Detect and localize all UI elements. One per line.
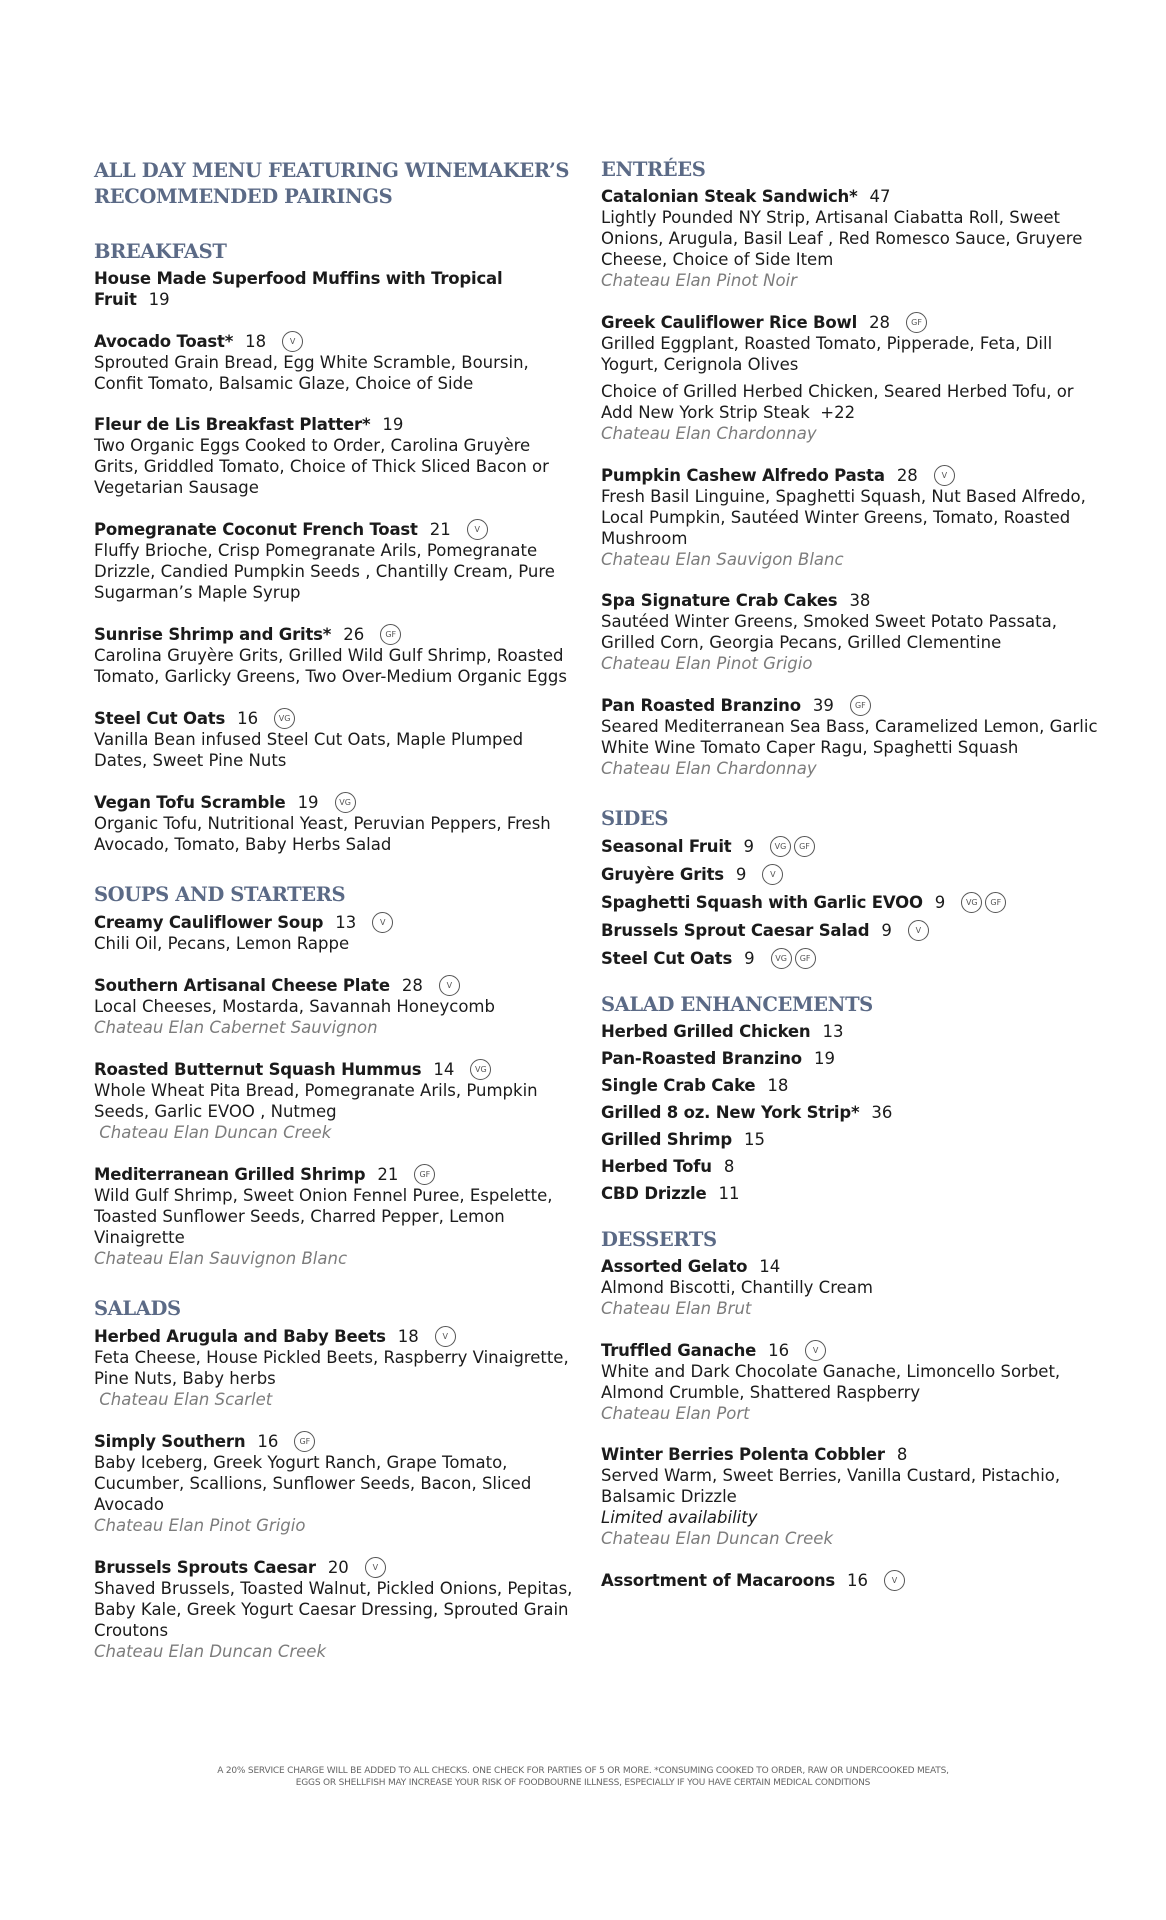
item-description: Seared Mediterranean Sea Bass, Caramelized Lemon, Garlic White Wine Tomato Caper Ragu, Spaghetti Squash bbox=[601, 717, 1098, 757]
menu-item bbox=[601, 919, 1101, 941]
item-name: CBD Drizzle bbox=[601, 1184, 707, 1203]
diet-gf-icon: GF bbox=[795, 948, 816, 969]
item-line bbox=[601, 891, 1101, 913]
menu-item bbox=[94, 518, 574, 603]
section-entrees bbox=[601, 158, 1101, 779]
item-name: Grilled 8 oz. New York Strip* bbox=[601, 1103, 860, 1122]
wine-pairing: Chateau Elan Duncan Creek bbox=[94, 1642, 327, 1661]
wine-pairing: Chateau Elan Duncan Creek bbox=[94, 1123, 332, 1142]
item-description: Feta Cheese, House Pickled Beets, Raspberry Vinaigrette, Pine Nuts, Baby herbs bbox=[94, 1348, 569, 1388]
item-description: Baby Iceberg, Greek Yogurt Ranch, Grape Tomato, Cucumber, Scallions, Sunflower Seeds, Bacon, Sliced Avocado bbox=[94, 1453, 532, 1514]
item-line bbox=[601, 1444, 1101, 1465]
item-name: Vegan Tofu Scramble bbox=[94, 793, 286, 812]
item-line bbox=[601, 1256, 1101, 1277]
item-name: Herbed Arugula and Baby Beets bbox=[94, 1327, 386, 1346]
diet-badges bbox=[364, 623, 401, 645]
item-price: 16 bbox=[768, 1341, 790, 1360]
item-price: 16 bbox=[257, 1432, 279, 1451]
menu-item bbox=[601, 1156, 1101, 1177]
item-name: House Made Superfood Muffins with Tropical Fruit bbox=[94, 269, 503, 309]
diet-v-icon: V bbox=[805, 1340, 826, 1361]
item-line bbox=[601, 863, 1101, 885]
diet-badges bbox=[356, 911, 393, 933]
wine-pairing: Chateau Elan Pinot Noir bbox=[601, 271, 797, 290]
item-name: Southern Artisanal Cheese Plate bbox=[94, 976, 390, 995]
item-description: Carolina Gruyère Grits, Grilled Wild Gulf Shrimp, Roasted Tomato, Garlicky Greens, Two Over-Medium Organic Eggs bbox=[94, 646, 567, 686]
diet-badges bbox=[258, 707, 295, 729]
item-description: Sautéed Winter Greens, Smoked Sweet Potato Passata, Grilled Corn, Georgia Pecans, Grilled Clementine bbox=[601, 612, 1057, 652]
item-name: Steel Cut Oats bbox=[601, 949, 733, 968]
item-name: Simply Southern bbox=[94, 1432, 246, 1451]
diet-vg-icon: VG bbox=[771, 948, 792, 969]
item-line bbox=[601, 835, 1101, 857]
wine-pairing: Chateau Elan Pinot Grigio bbox=[94, 1516, 306, 1535]
wine-pairing: Chateau Elan Brut bbox=[601, 1299, 752, 1318]
item-name: Truffled Ganache bbox=[601, 1341, 757, 1360]
wine-pairing: Chateau Elan Sauvigon Blanc bbox=[601, 550, 844, 569]
menu-item bbox=[94, 707, 574, 771]
diet-badges bbox=[918, 464, 955, 486]
menu-item bbox=[601, 1075, 1101, 1096]
item-description: Organic Tofu, Nutritional Yeast, Peruvian Peppers, Fresh Avocado, Tomato, Baby Herbs Salad bbox=[94, 814, 551, 854]
item-name: Assortment of Macaroons bbox=[601, 1571, 836, 1590]
item-description: Fluffy Brioche, Crisp Pomegranate Arils, Pomegranate Drizzle, Candied Pumpkin Seeds , Chantilly Cream, Pure Sugarman’s Maple Syrup bbox=[94, 541, 555, 602]
menu-item bbox=[601, 464, 1101, 570]
item-extra: Choice of Grilled Herbed Chicken, Seared Herbed Tofu, or Add New York Strip Steak +22 bbox=[601, 382, 1074, 422]
item-line bbox=[94, 707, 574, 729]
item-name: Herbed Grilled Chicken bbox=[601, 1022, 811, 1041]
diet-v-icon: V bbox=[282, 331, 303, 352]
diet-gf-icon: GF bbox=[414, 1164, 435, 1185]
item-name: Single Crab Cake bbox=[601, 1076, 756, 1095]
item-price: 38 bbox=[849, 591, 871, 610]
section-soups-and-starters bbox=[94, 883, 574, 1269]
diet-gf-icon: GF bbox=[985, 892, 1006, 913]
item-name: Winter Berries Polenta Cobbler bbox=[601, 1445, 885, 1464]
item-name: Grilled Shrimp bbox=[601, 1130, 733, 1149]
item-description: Two Organic Eggs Cooked to Order, Carolina Gruyère Grits, Griddled Tomato, Choice of Thick Sliced Bacon or Vegetarian Sausage bbox=[94, 436, 549, 497]
item-name: Sunrise Shrimp and Grits* bbox=[94, 625, 332, 644]
diet-vg-icon: VG bbox=[335, 792, 356, 813]
menu-item bbox=[601, 186, 1101, 291]
menu-item bbox=[94, 791, 574, 855]
item-price: 16 bbox=[847, 1571, 869, 1590]
menu-item bbox=[601, 1339, 1101, 1424]
menu-item bbox=[601, 863, 1101, 885]
item-name: Catalonian Steak Sandwich* bbox=[601, 187, 858, 206]
diet-v-icon: V bbox=[467, 519, 488, 540]
diet-badges bbox=[419, 1325, 456, 1347]
menu-item bbox=[94, 1163, 574, 1269]
item-price: 21 bbox=[377, 1165, 399, 1184]
diet-gf-icon: GF bbox=[850, 695, 871, 716]
section-title: SALADS bbox=[94, 1297, 181, 1320]
item-description: Lightly Pounded NY Strip, Artisanal Ciabatta Roll, Sweet Onions, Arugula, Basil Leaf , Red Romesco Sauce, Gruyere Cheese, Choice of Side Item bbox=[601, 208, 1083, 269]
item-line bbox=[601, 1129, 1101, 1150]
item-name: Seasonal Fruit bbox=[601, 837, 732, 856]
menu-item bbox=[601, 1256, 1101, 1319]
section-title: SALAD ENHANCEMENTS bbox=[601, 993, 873, 1016]
item-line bbox=[601, 590, 1101, 611]
menu-item bbox=[601, 1021, 1101, 1042]
wine-pairing: Chateau Elan Sauvignon Blanc bbox=[94, 1249, 348, 1268]
wine-pairing: Chateau Elan Duncan Creek bbox=[601, 1529, 834, 1548]
item-line bbox=[601, 464, 1101, 486]
item-description: Sprouted Grain Bread, Egg White Scramble, Boursin, Confit Tomato, Balsamic Glaze, Choice of Side bbox=[94, 353, 529, 393]
item-line bbox=[601, 1183, 1101, 1204]
diet-v-icon: V bbox=[934, 465, 955, 486]
menu-item bbox=[94, 1430, 574, 1536]
item-line bbox=[94, 330, 574, 352]
item-line bbox=[94, 1058, 574, 1080]
item-line bbox=[601, 947, 1101, 969]
item-price: 19 bbox=[813, 1049, 835, 1068]
item-name: Avocado Toast* bbox=[94, 332, 234, 351]
menu-item bbox=[94, 911, 574, 954]
item-name: Fleur de Lis Breakfast Platter* bbox=[94, 415, 371, 434]
wine-pairing: Chateau Elan Pinot Grigio bbox=[601, 654, 813, 673]
item-name: Greek Cauliflower Rice Bowl bbox=[601, 313, 858, 332]
item-price: 9 bbox=[934, 893, 946, 912]
menu-item bbox=[94, 1325, 574, 1410]
diet-badges bbox=[754, 835, 815, 857]
item-description: White and Dark Chocolate Ganache, Limoncello Sorbet, Almond Crumble, Shattered Raspberry bbox=[601, 1362, 1061, 1402]
section-title: SIDES bbox=[601, 807, 669, 830]
item-price: 20 bbox=[327, 1558, 349, 1577]
diet-vg-icon: VG bbox=[770, 836, 791, 857]
menu-item bbox=[601, 1183, 1101, 1204]
item-price: 9 bbox=[735, 865, 747, 884]
item-name: Herbed Tofu bbox=[601, 1157, 712, 1176]
menu-item bbox=[601, 1048, 1101, 1069]
item-line bbox=[94, 1556, 574, 1578]
diet-badges bbox=[266, 330, 303, 352]
item-price: 39 bbox=[812, 696, 834, 715]
item-line bbox=[601, 1102, 1101, 1123]
diet-badges bbox=[423, 974, 460, 996]
menu-item bbox=[601, 1102, 1101, 1123]
item-price: 47 bbox=[869, 187, 891, 206]
section-title: BREAKFAST bbox=[94, 240, 227, 263]
item-description: Served Warm, Sweet Berries, Vanilla Custard, Pistachio, Balsamic Drizzle bbox=[601, 1466, 1061, 1506]
item-name: Pumpkin Cashew Alfredo Pasta bbox=[601, 466, 885, 485]
item-name: Steel Cut Oats bbox=[94, 709, 226, 728]
item-name: Spaghetti Squash with Garlic EVOO bbox=[601, 893, 923, 912]
item-description: Shaved Brussels, Toasted Walnut, Pickled Onions, Pepitas, Baby Kale, Greek Yogurt Caesar Dressing, Sprouted Grain Croutons bbox=[94, 1579, 573, 1640]
item-line bbox=[601, 311, 1101, 333]
item-description: Local Cheeses, Mostarda, Savannah Honeycomb bbox=[94, 997, 495, 1016]
item-line bbox=[601, 1339, 1101, 1361]
diet-badges bbox=[789, 1339, 826, 1361]
item-price: 16 bbox=[237, 709, 259, 728]
item-line bbox=[94, 911, 574, 933]
item-name: Spa Signature Crab Cakes bbox=[601, 591, 838, 610]
item-line bbox=[94, 1430, 574, 1452]
item-name: Gruyère Grits bbox=[601, 865, 724, 884]
item-line bbox=[601, 919, 1101, 941]
item-price: 18 bbox=[397, 1327, 419, 1346]
item-price: 14 bbox=[433, 1060, 455, 1079]
menu-item bbox=[94, 414, 574, 498]
diet-v-icon: V bbox=[908, 920, 929, 941]
diet-gf-icon: GF bbox=[794, 836, 815, 857]
menu-item bbox=[601, 835, 1101, 857]
menu-item bbox=[601, 891, 1101, 913]
section-title: SOUPS AND STARTERS bbox=[94, 883, 346, 906]
footer-disclaimer bbox=[150, 1765, 1016, 1789]
item-price: 15 bbox=[744, 1130, 766, 1149]
item-name: Creamy Cauliflower Soup bbox=[94, 913, 324, 932]
diet-badges bbox=[319, 791, 356, 813]
item-name: Mediterranean Grilled Shrimp bbox=[94, 1165, 366, 1184]
item-line bbox=[601, 186, 1101, 207]
item-name: Pan Roasted Branzino bbox=[601, 696, 801, 715]
item-price: 9 bbox=[744, 949, 755, 968]
diet-badges bbox=[349, 1556, 386, 1578]
item-price: 9 bbox=[881, 921, 892, 940]
item-price: 9 bbox=[743, 837, 754, 856]
section-title: ENTRÉES bbox=[601, 158, 706, 181]
item-description: Fresh Basil Linguine, Spaghetti Squash, Nut Based Alfredo, Local Pumpkin, Sautéed Winter Greens, Tomato, Roasted Mushroom bbox=[601, 487, 1086, 548]
item-price: 14 bbox=[759, 1257, 781, 1276]
item-price: 26 bbox=[343, 625, 365, 644]
item-price: 28 bbox=[401, 976, 423, 995]
diet-badges bbox=[868, 1569, 905, 1591]
item-price: 8 bbox=[723, 1157, 735, 1176]
wine-pairing: Chateau Elan Cabernet Sauvignon bbox=[94, 1018, 378, 1037]
wine-pairing: Chateau Elan Chardonnay bbox=[601, 759, 817, 778]
item-line bbox=[94, 974, 574, 996]
diet-gf-icon: GF bbox=[906, 312, 927, 333]
section-sides bbox=[601, 807, 1101, 969]
left-column bbox=[94, 158, 574, 1690]
item-price: 13 bbox=[822, 1022, 844, 1041]
section-salad-enhancements bbox=[601, 993, 1101, 1204]
menu-item bbox=[601, 694, 1101, 779]
menu-item bbox=[601, 1129, 1101, 1150]
item-name: Brussels Sprout Caesar Salad bbox=[601, 921, 870, 940]
diet-badges bbox=[278, 1430, 315, 1452]
item-line bbox=[94, 1325, 574, 1347]
menu-item bbox=[94, 330, 574, 394]
item-price: 11 bbox=[718, 1184, 740, 1203]
menu-item bbox=[94, 268, 574, 310]
item-line bbox=[601, 1048, 1101, 1069]
item-description: Almond Biscotti, Chantilly Cream bbox=[601, 1278, 873, 1297]
item-line bbox=[94, 414, 574, 435]
item-price: 13 bbox=[335, 913, 357, 932]
item-name: Assorted Gelato bbox=[601, 1257, 748, 1276]
item-description: Vanilla Bean infused Steel Cut Oats, Maple Plumped Dates, Sweet Pine Nuts bbox=[94, 730, 524, 770]
item-price: 36 bbox=[871, 1103, 893, 1122]
item-line bbox=[601, 1156, 1101, 1177]
item-line bbox=[94, 791, 574, 813]
diet-badges bbox=[746, 863, 783, 885]
item-name: Brussels Sprouts Caesar bbox=[94, 1558, 316, 1577]
section-salads bbox=[94, 1297, 574, 1662]
diet-v-icon: V bbox=[372, 912, 393, 933]
item-line bbox=[601, 694, 1101, 716]
item-price: 19 bbox=[297, 793, 319, 812]
item-line bbox=[601, 1569, 1101, 1591]
section-desserts bbox=[601, 1228, 1101, 1591]
item-price: 21 bbox=[429, 520, 451, 539]
item-description: Wild Gulf Shrimp, Sweet Onion Fennel Puree, Espelette, Toasted Sunflower Seeds, Charred Pepper, Lemon Vinaigrette bbox=[94, 1186, 553, 1247]
item-price: 18 bbox=[767, 1076, 789, 1095]
diet-v-icon: V bbox=[365, 1557, 386, 1578]
diet-vg-icon: VG bbox=[961, 892, 982, 913]
diet-gf-icon: GF bbox=[380, 624, 401, 645]
diet-vg-icon: VG bbox=[470, 1059, 491, 1080]
menu-item bbox=[601, 1569, 1101, 1591]
item-description: Chili Oil, Pecans, Lemon Rappe bbox=[94, 934, 350, 953]
diet-badges bbox=[454, 1058, 491, 1080]
item-line bbox=[94, 518, 574, 540]
diet-badges bbox=[398, 1163, 435, 1185]
item-line bbox=[601, 1021, 1101, 1042]
item-line bbox=[94, 1163, 574, 1185]
menu-item bbox=[601, 1444, 1101, 1549]
diet-badges bbox=[945, 891, 1006, 913]
item-price: 8 bbox=[896, 1445, 908, 1464]
menu-item bbox=[601, 947, 1101, 969]
menu-header: ALL DAY MENU FEATURING WINEMAKER’S RECOMMENDED PAIRINGS bbox=[94, 159, 570, 208]
menu-item bbox=[601, 311, 1101, 444]
diet-badges bbox=[834, 694, 871, 716]
item-description: Whole Wheat Pita Bread, Pomegranate Arils, Pumpkin Seeds, Garlic EVOO , Nutmeg bbox=[94, 1081, 538, 1121]
wine-pairing: Chateau Elan Chardonnay bbox=[601, 424, 817, 443]
diet-badges bbox=[892, 919, 929, 941]
section-title: DESSERTS bbox=[601, 1228, 717, 1251]
footer-line: A 20% SERVICE CHARGE WILL BE ADDED TO ALL CHECKS. ONE CHECK FOR PARTIES OF 5 OR MORE. *CONSUMING COOKED TO ORDER, RAW OR UNDERCOOKED MEATS, bbox=[217, 1766, 949, 1776]
item-line bbox=[94, 268, 574, 310]
item-price: 28 bbox=[896, 466, 918, 485]
diet-badges bbox=[755, 947, 816, 969]
right-column bbox=[601, 158, 1101, 1619]
item-name: Pomegranate Coconut French Toast bbox=[94, 520, 418, 539]
menu-item bbox=[601, 590, 1101, 674]
diet-vg-icon: VG bbox=[274, 708, 295, 729]
section-breakfast bbox=[94, 240, 574, 855]
diet-v-icon: V bbox=[439, 975, 460, 996]
wine-pairing: Chateau Elan Scarlet bbox=[94, 1390, 273, 1409]
item-description: Grilled Eggplant, Roasted Tomato, Pipperade, Feta, Dill Yogurt, Cerignola Olives bbox=[601, 334, 1053, 374]
item-price: 18 bbox=[245, 332, 267, 351]
item-name: Roasted Butternut Squash Hummus bbox=[94, 1060, 422, 1079]
item-line bbox=[94, 623, 574, 645]
menu-item bbox=[94, 1058, 574, 1143]
menu-item bbox=[94, 974, 574, 1038]
diet-v-icon: V bbox=[884, 1570, 905, 1591]
item-name: Pan-Roasted Branzino bbox=[601, 1049, 802, 1068]
item-note: Limited availability bbox=[601, 1508, 758, 1527]
diet-v-icon: V bbox=[762, 864, 783, 885]
menu-item bbox=[94, 623, 574, 687]
footer-line: EGGS OR SHELLFISH MAY INCREASE YOUR RISK OF FOODBOURNE ILLNESS, ESPECIALLY IF YOU HAVE CERTAIN MEDICAL CONDITIONS bbox=[295, 1778, 871, 1788]
diet-badges bbox=[451, 518, 488, 540]
menu-item bbox=[94, 1556, 574, 1662]
item-line bbox=[601, 1075, 1101, 1096]
wine-pairing: Chateau Elan Port bbox=[601, 1404, 750, 1423]
diet-badges bbox=[890, 311, 927, 333]
item-price: 19 bbox=[148, 290, 170, 309]
diet-v-icon: V bbox=[435, 1326, 456, 1347]
diet-gf-icon: GF bbox=[294, 1431, 315, 1452]
item-price: 19 bbox=[382, 415, 404, 434]
item-price: 28 bbox=[869, 313, 891, 332]
